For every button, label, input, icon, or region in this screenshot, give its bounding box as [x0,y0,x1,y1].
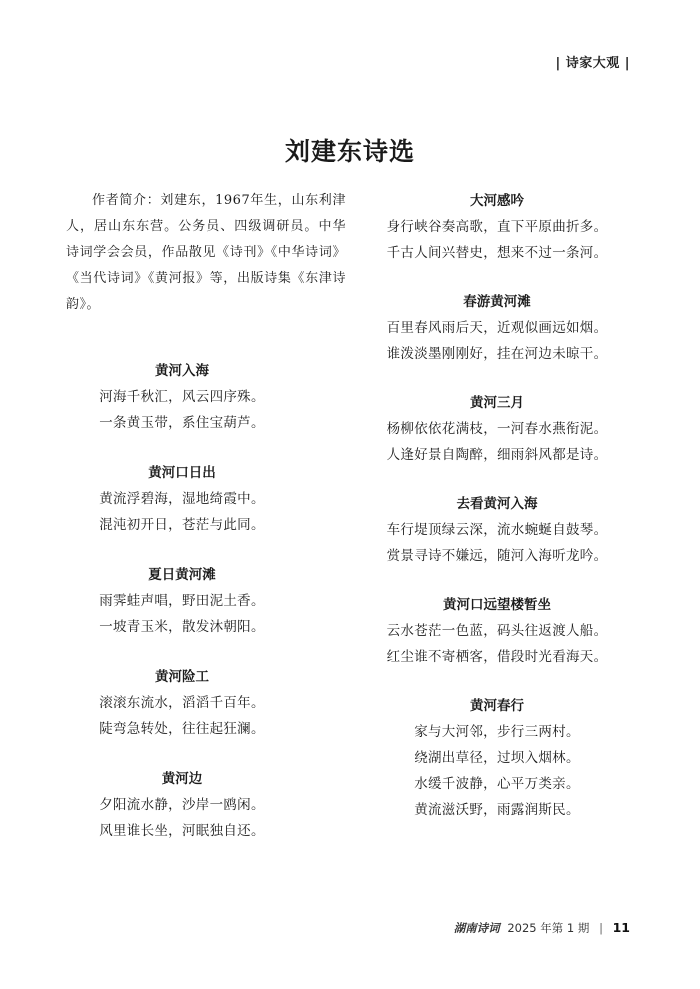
poem-line: 一条黄玉带，系住宝葫芦。 [99,415,265,431]
poem-block [372,491,622,569]
poem-block [66,358,346,436]
poem-line: 夕阳流水静，沙岸一鸥闲。 [99,797,265,813]
poem-title: 黄河三月 [470,395,524,411]
poem-block [372,592,622,670]
poem-line: 黄流滋沃野，雨露润斯民。 [414,802,580,818]
poem-block [372,188,622,266]
poem-title: 黄河险工 [155,669,209,685]
poem-line: 身行峡谷奏高歌，直下平原曲折多。 [386,219,608,235]
page-footer [454,920,630,936]
poem-title: 夏日黄河滩 [148,567,216,583]
left-column [66,188,346,868]
journal-name: 湖南诗词 [453,921,500,935]
poem-line: 混沌初开日，苍茫与此同。 [99,517,265,533]
page-title: 刘建东诗选 [284,137,415,166]
poem-line: 人逢好景自陶醉，细雨斜风都是诗。 [386,447,608,463]
poem-block [372,693,622,823]
poem-line: 水缓千波静，心平万类亲。 [414,776,580,792]
poem-line: 杨柳依依花满枝，一河春水燕衔泥。 [386,421,608,437]
right-column [372,188,622,846]
page-number: 11 [612,920,630,935]
poem-line: 绕湖出草径，过坝入烟林。 [414,750,580,766]
poem-line: 黄流浮碧海，湿地绮霞中。 [99,491,265,507]
poem-line: 千古人间兴替史，想来不过一条河。 [386,245,608,261]
poem-block [372,289,622,367]
poem-line: 陡弯急转处，往往起狂澜。 [99,721,265,737]
poem-block [66,460,346,538]
poem-line: 雨霁蛙声唱，野田泥土香。 [99,593,265,609]
poem-line: 云水苍茫一色蓝，码头往返渡人船。 [386,623,608,639]
poem-title: 黄河口远望楼暂坐 [443,597,551,613]
poem-block [66,664,346,742]
footer-divider: | [599,921,603,935]
poem-block [372,390,622,468]
poem-title: 黄河春行 [470,698,524,714]
poem-title: 春游黄河滩 [463,294,531,310]
poem-title: 去看黄河入海 [456,496,538,512]
author-intro: 作者简介：刘建东，1967年生，山东利津人，居山东东营。公务员、四级调研员。中华诗词学会会员，作品散见《诗刊》《中华诗词》《当代诗词》《黄河报》等，出版诗集《东津诗韵》。 [66,193,346,312]
issue-label: 2025 年第 1 期 [507,921,590,935]
left-poem-list [66,358,346,844]
right-poem-list [372,188,622,823]
section-tag: | 诗家大观 | [555,56,630,71]
poem-line: 红尘谁不寄栖客，借段时光看海天。 [386,649,608,665]
poem-title: 大河感吟 [470,193,524,209]
poem-line: 谁泼淡墨刚刚好，挂在河边未晾干。 [386,346,608,362]
poem-line: 滚滚东流水，滔滔千百年。 [99,695,265,711]
poem-line: 百里春风雨后天，近观似画远如烟。 [386,320,608,336]
poem-title: 黄河入海 [155,363,209,379]
poem-line: 一坡青玉米，散发沐朝阳。 [99,619,265,635]
poem-block [66,766,346,844]
poem-line: 河海千秋汇，风云四序殊。 [99,389,265,405]
poem-line: 赏景寻诗不嫌远，随河入海听龙吟。 [386,548,608,564]
poem-title: 黄河口日出 [148,465,216,481]
poem-line: 风里谁长坐，河眠独自还。 [99,823,265,839]
poem-title: 黄河边 [161,771,203,787]
poem-block [66,562,346,640]
poem-line: 家与大河邻，步行三两村。 [414,724,580,740]
poem-line: 车行堤顶绿云深，流水蜿蜒自鼓琴。 [386,522,608,538]
